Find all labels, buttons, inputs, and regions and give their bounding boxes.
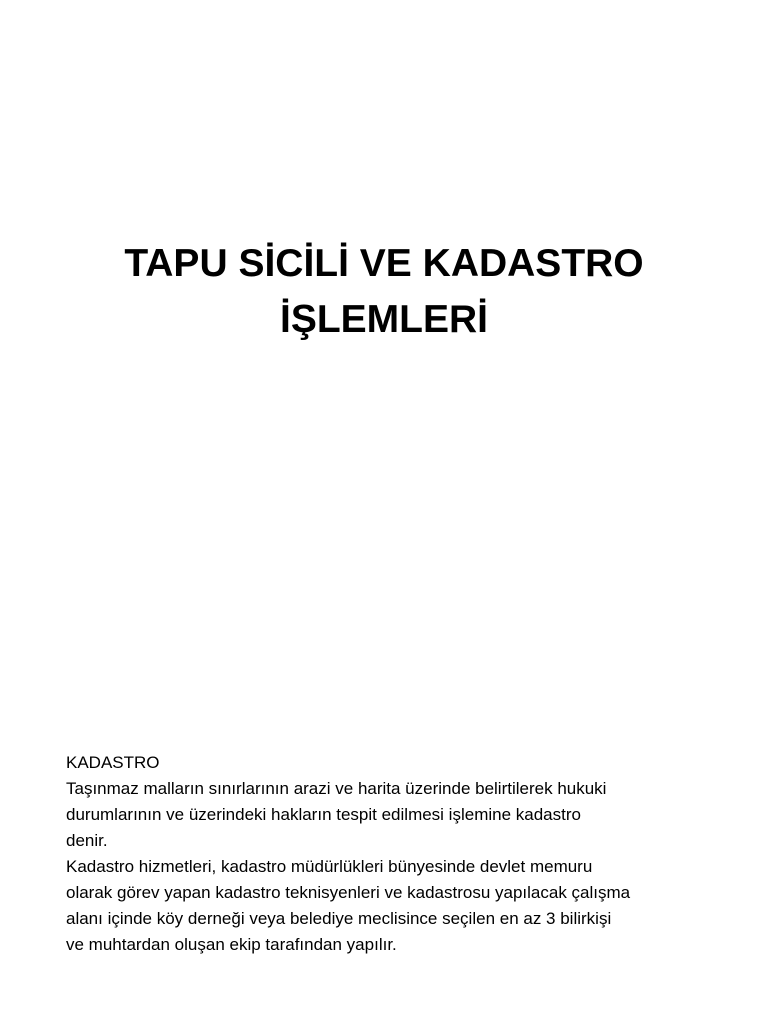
body-line: olarak görev yapan kadastro teknisyenleri ve kadastrosu yapılacak çalışma	[66, 883, 631, 902]
body-line: Kadastro hizmetleri, kadastro müdürlükleri bünyesinde devlet memuru	[66, 857, 593, 876]
body-line: denir.	[66, 831, 108, 850]
section-heading: KADASTRO	[66, 753, 160, 772]
body-line: ve muhtardan oluşan ekip tarafından yapılır.	[66, 935, 397, 954]
body-text-block	[66, 750, 716, 958]
body-line: Taşınmaz malların sınırlarının arazi ve harita üzerinde belirtilerek hukuki	[66, 779, 607, 798]
title-line-1: TAPU SİCİLİ VE KADASTRO	[124, 242, 644, 285]
title-line-2: İŞLEMLERİ	[279, 298, 488, 341]
body-line: durumlarının ve üzerindeki hakların tespit edilmesi işlemine kadastro	[66, 805, 581, 824]
body-line: alanı içinde köy derneği veya belediye meclisince seçilen en az 3 bilirkişi	[66, 909, 612, 928]
page-title	[40, 236, 728, 348]
